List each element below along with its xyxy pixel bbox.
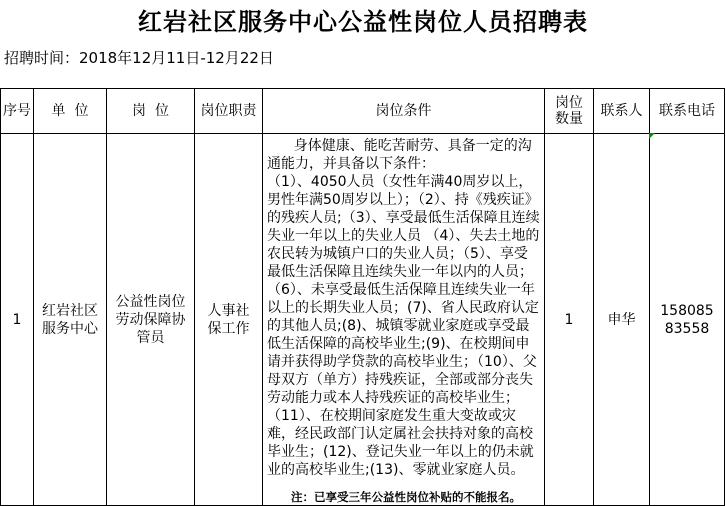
conditions-note: 注：已享受三年公益性岗位补贴的不能报名。 xyxy=(267,490,522,504)
recruit-period: 招聘时间：2018年12月11日-12月22日 xyxy=(4,48,274,67)
header-phone: 联系电话 xyxy=(650,89,725,134)
cell-no: 1 xyxy=(1,134,34,506)
table-row xyxy=(1,134,725,506)
cell-conditions xyxy=(263,134,545,506)
header-duty: 岗位职责 xyxy=(195,89,263,134)
table-header-row xyxy=(1,89,725,134)
header-no: 序号 xyxy=(1,89,34,134)
cell-comment-marker xyxy=(649,133,655,139)
header-conditions: 岗位条件 xyxy=(263,89,545,134)
cell-phone: 15808583558 xyxy=(650,134,725,506)
cell-duty: 人事社保工作 xyxy=(195,134,263,506)
cell-unit: 红岩社区服务中心 xyxy=(34,134,107,506)
recruitment-table xyxy=(0,88,725,506)
page-title: 红岩社区服务中心公益性岗位人员招聘表 xyxy=(138,7,588,36)
header-post: 岗 位 xyxy=(107,89,195,134)
header-count: 岗位数量 xyxy=(545,89,594,134)
header-unit: 单 位 xyxy=(34,89,107,134)
header-contact: 联系人 xyxy=(594,89,650,134)
cell-post: 公益性岗位劳动保障协管员 xyxy=(107,134,195,506)
conditions-body: （1）、4050人员（女性年满40周岁以上，男性年满50周岁以上）；（2）、持《残疾证》的残疾人员;（3）、享受最低生活保障且连续失业一年以上的失业人员 （4）、失去土地的农民转为城镇户口的失业人员；（5）、享受最低生活保障且连续失业一年以内的人员；（6）、未享受最低生活保障且连续失业一年以上的长期失业人员；(7)、省人民政府认定的其他人员;(8)、城镇零就业家庭或享受最低生活保障的高校毕业生;(9)、在校期间申请并获得助学贷款的高校毕业生；（10）、父母双方（单方）持残疾证，全部或部分丧失劳动能力或本人持残疾证的高校毕业生；（11）、在校期间家庭发生重大变故或灾难，经民政部门认定属社会扶持对象的高校毕业生；(12)、登记失业一年以上的仍未就业的高校毕业生;(13)、零就业家庭人员。 xyxy=(267,174,540,478)
cell-contact: 申华 xyxy=(594,134,650,506)
cell-count: 1 xyxy=(545,134,594,506)
conditions-intro: 身体健康、能吃苦耐劳、具备一定的沟通能力，并具备以下条件： xyxy=(267,138,532,172)
